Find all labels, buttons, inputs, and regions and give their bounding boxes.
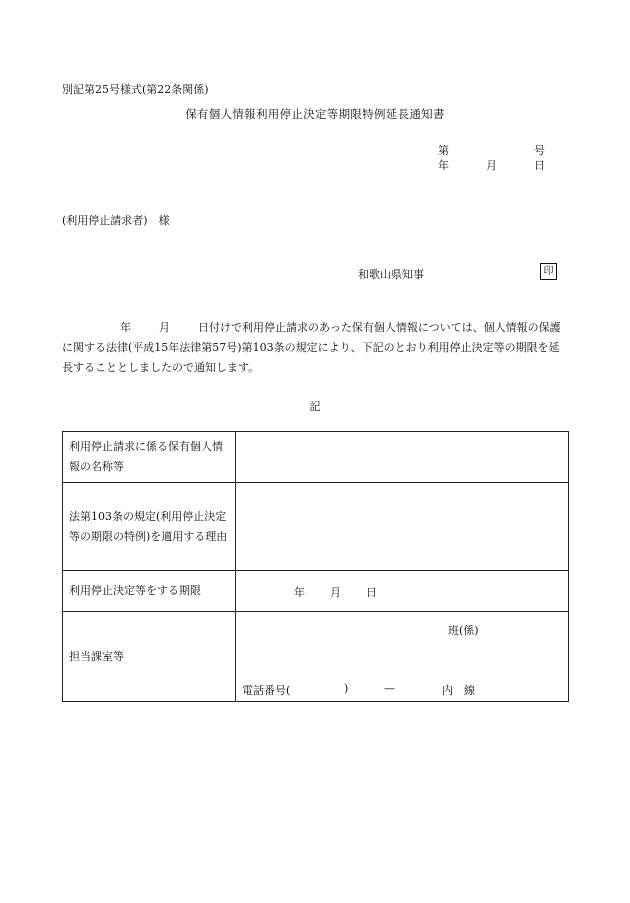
number-dai: 第: [438, 144, 449, 157]
form-id: 別記第25号様式(第22条関係): [62, 83, 209, 96]
row2-label: 法第103条の規定(利用停止決定等の期限の特例)を適用する理由: [63, 483, 236, 571]
deadline-day: 日: [366, 586, 377, 599]
row4-label: 担当課室等: [63, 612, 236, 702]
issuer: 和歌山県知事: [358, 268, 424, 281]
body-month: 月: [159, 321, 170, 334]
contact-naisen: 内 線: [442, 684, 475, 697]
row3-value: [236, 571, 569, 612]
table-row: [63, 432, 569, 483]
ki-heading: 記: [309, 400, 321, 413]
recipient: (利用停止請求者) 様: [62, 214, 170, 227]
body-text: 日付けで利用停止請求のあった保有個人情報については、個人情報の保護に関する法律(平成15年法律第57号)第103条の規定により、下記のとおり利用停止決定等の期限を延長することとしましたので通知します。: [62, 321, 561, 374]
row3-label: 利用停止決定等をする期限: [63, 571, 236, 612]
contact-dash: —: [384, 682, 395, 695]
date-year: 年: [438, 159, 449, 172]
contact-close-paren: ): [344, 682, 349, 695]
notice-body: [62, 318, 570, 378]
contact-han: 班(係): [448, 624, 479, 637]
contact-phone: 電話番号(: [242, 684, 291, 697]
info-table: [62, 431, 569, 702]
row4-value: [236, 612, 569, 702]
row1-label: 利用停止請求に係る保有個人情報の名称等: [63, 432, 236, 483]
seal-mark: 印: [540, 263, 557, 280]
row2-value: [236, 483, 569, 571]
table-row: [63, 571, 569, 612]
row1-value: [236, 432, 569, 483]
deadline-month: 月: [330, 586, 341, 599]
table-row: [63, 612, 569, 702]
date-day: 日: [534, 159, 545, 172]
document-title: 保有個人情報利用停止決定等期限特例延長通知書: [185, 107, 445, 121]
body-year: 年: [120, 321, 131, 334]
date-month: 月: [486, 159, 497, 172]
table-row: [63, 483, 569, 571]
deadline-year: 年: [294, 586, 305, 599]
number-go: 号: [534, 144, 545, 157]
